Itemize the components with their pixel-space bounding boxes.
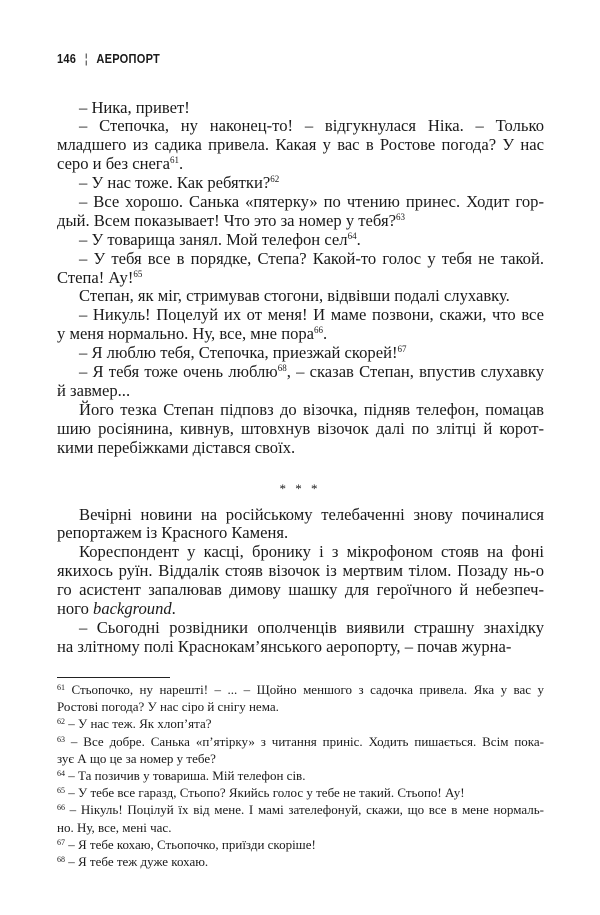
text-line <box>57 784 544 801</box>
text-line <box>57 401 544 420</box>
text-run: на злітному полі Краснокам’янського аеропорту, – почав журна- <box>57 636 512 656</box>
footnote-marker: 68 <box>277 362 287 373</box>
text-run: Степан, як міг, стримував стогони, відвівши подалі слухавку. <box>79 286 510 306</box>
paragraph <box>57 543 544 619</box>
text-line <box>57 767 544 784</box>
text-line <box>57 836 544 853</box>
section-break: * * * <box>279 481 321 496</box>
text-line <box>57 543 544 562</box>
footnote-marker: 62 <box>57 717 65 727</box>
text-line <box>57 325 544 344</box>
text-run: но. Ну, все, мені час. <box>57 819 172 835</box>
text-run: – Я люблю тебя, Степочка, приезжай скорей! <box>79 343 398 363</box>
text-line <box>57 420 544 439</box>
paragraph <box>57 250 544 288</box>
text-line <box>57 698 544 715</box>
footnote <box>57 836 544 853</box>
text-line <box>57 439 544 458</box>
text-run: – У нас тоже. Как ребятки? <box>79 173 271 193</box>
text-run: Кореспондент у касці, бронику і з мікрофоном стояв на фоні <box>79 542 544 562</box>
text-line <box>57 681 544 698</box>
text-line <box>57 562 544 581</box>
footnote <box>57 733 544 767</box>
text-run: – Я тебе кохаю, Стьопочко, приїзди скоріше! <box>65 836 316 852</box>
text-run: дый. Всем показывает! Что это за номер у тебя? <box>57 210 396 230</box>
text-line <box>57 250 544 269</box>
text-run: – Ника, привет! <box>79 97 190 117</box>
footnote-marker: 68 <box>57 854 65 864</box>
text-run: – Степочка, ну наконец-то! – відгукнулася Ніка. – Только <box>79 116 544 136</box>
text-run: , – сказав Степан, впустив слухавку <box>286 361 544 381</box>
footnote-marker: 67 <box>397 344 407 355</box>
text-line <box>57 174 544 193</box>
text-run: – Все хорошо. Санька «пятерку» по чтению принес. Ходит гор- <box>79 191 544 211</box>
footnote <box>57 801 544 835</box>
text-run: – Никуль! Поцелуй их от меня! И маме позвони, скажи, что все <box>79 305 544 325</box>
paragraph <box>57 174 544 193</box>
footnote <box>57 715 544 732</box>
text-line <box>57 155 544 174</box>
text-line <box>57 619 544 638</box>
footnote-marker: 65 <box>133 268 143 279</box>
footnote-marker: 65 <box>57 786 65 796</box>
page-number: 146 <box>57 51 77 66</box>
text-line <box>57 801 544 818</box>
footnote <box>57 853 544 870</box>
text-line <box>57 506 544 525</box>
text-line <box>57 750 544 767</box>
text-run: у меня нормально. Ну, все, мне пора <box>57 324 315 344</box>
text-run: – Я тебе теж дуже кохаю. <box>65 853 209 869</box>
paragraph <box>57 306 544 344</box>
footnotes <box>57 681 544 870</box>
text-run: – Все добре. Санька «п’ятірку» з читання приніс. Ходить пишається. Всім пока- <box>65 733 544 749</box>
paragraph <box>57 231 544 250</box>
text-run: – У нас теж. Як хлоп’ята? <box>65 716 212 732</box>
text-run: – Та позичив у товариша. Мій телефон сів. <box>65 767 306 783</box>
footnote-marker: 63 <box>57 734 65 744</box>
text-run: й завмер... <box>57 380 131 400</box>
header-separator: ¦ <box>84 51 88 66</box>
text-line <box>57 117 544 136</box>
footnote-marker: 67 <box>57 837 65 847</box>
text-run: . <box>171 598 176 618</box>
body-text-section-1 <box>57 99 544 458</box>
footnote-divider <box>57 677 170 678</box>
text-line <box>57 581 544 600</box>
text-run: Степа! Ау! <box>57 267 134 287</box>
text-run: репортажем із Красного Каменя. <box>57 523 289 543</box>
footnote-marker: 64 <box>347 230 357 241</box>
text-line <box>57 733 544 750</box>
footnote <box>57 767 544 784</box>
text-run: – У тебя все в порядке, Степа? Какой-то голос у тебя не такой. <box>79 248 544 268</box>
running-title: АЕРОПОРТ <box>96 51 161 66</box>
text-run: Стьопочко, ну нарешті! – ... – Щойно меншого з садочка привела. Яка у вас у <box>65 682 544 697</box>
text-run: шию росіянина, кивнув, штовхнув візочок далі по злітці й корот- <box>57 418 544 438</box>
text-line <box>57 269 544 288</box>
text-run: Ростові погода? У нас сіро й снігу нема. <box>57 699 279 715</box>
running-header <box>57 51 160 66</box>
text-run: – У товарища занял. Мой телефон сел <box>79 229 348 249</box>
text-line <box>57 600 544 619</box>
text-line <box>57 231 544 250</box>
text-run: – Сьогодні розвідники ополченців виявили страшну знахідку <box>79 617 544 637</box>
text-run: кими перебіжками дістався своїх. <box>57 437 296 457</box>
text-line <box>57 819 544 836</box>
italic-text: background <box>93 598 172 618</box>
text-line <box>57 524 544 543</box>
paragraph <box>57 99 544 118</box>
text-line <box>57 344 544 363</box>
paragraph <box>57 363 544 401</box>
text-line <box>57 853 544 870</box>
text-run: го асистент запалював димову шашку для героїчного й небезпеч- <box>57 580 544 600</box>
text-line <box>57 99 544 118</box>
footnote-marker: 63 <box>395 211 405 222</box>
paragraph <box>57 287 544 306</box>
paragraph <box>57 619 544 657</box>
text-run: серо и без снега <box>57 154 170 174</box>
text-run: . <box>323 324 328 344</box>
paragraph <box>57 506 544 544</box>
paragraph <box>57 401 544 458</box>
text-line <box>57 363 544 382</box>
text-run: ного <box>57 598 94 618</box>
text-line <box>57 136 544 155</box>
text-run: Вечірні новини на російському телебаченні знову починалися <box>79 504 544 524</box>
footnote-marker: 66 <box>314 325 324 336</box>
body-text-section-2 <box>57 506 544 657</box>
paragraph <box>57 117 544 174</box>
footnote-marker: 66 <box>57 803 65 813</box>
text-run: младшего из садика привела. Какая у вас в Ростове погода? У нас <box>57 135 544 155</box>
text-line <box>57 382 544 401</box>
text-line <box>57 212 544 231</box>
footnote-marker: 61 <box>57 683 65 692</box>
text-run: – Я тебя тоже очень люблю <box>79 361 278 381</box>
text-line <box>57 306 544 325</box>
text-run: Його тезка Степан підповз до візочка, підняв телефон, помацав <box>79 399 544 419</box>
text-line <box>57 715 544 732</box>
footnote-marker: 64 <box>57 768 65 778</box>
footnote <box>57 784 544 801</box>
text-line <box>57 193 544 212</box>
text-line <box>57 287 544 306</box>
text-run: – Нікуль! Поцілуй їх від мене. І мамі зателефонуй, скажи, що все в мене нормаль- <box>65 802 544 818</box>
footnote-marker: 62 <box>270 174 280 185</box>
paragraph <box>57 344 544 363</box>
text-run: . <box>178 154 184 174</box>
text-run: . <box>356 229 361 249</box>
text-line <box>57 638 544 657</box>
text-run: зує А що це за номер у тебе? <box>57 750 216 766</box>
text-run: – У тебе все гаразд, Стьопо? Якийсь голос у тебе не такий. Стьопо! Ау! <box>65 785 465 801</box>
footnote-marker: 61 <box>169 155 179 166</box>
paragraph <box>57 193 544 231</box>
footnote <box>57 681 544 715</box>
text-run: якихось руїн. Віддалік стояв візочок із мертвим тілом. Позаду нь-о <box>57 561 544 581</box>
